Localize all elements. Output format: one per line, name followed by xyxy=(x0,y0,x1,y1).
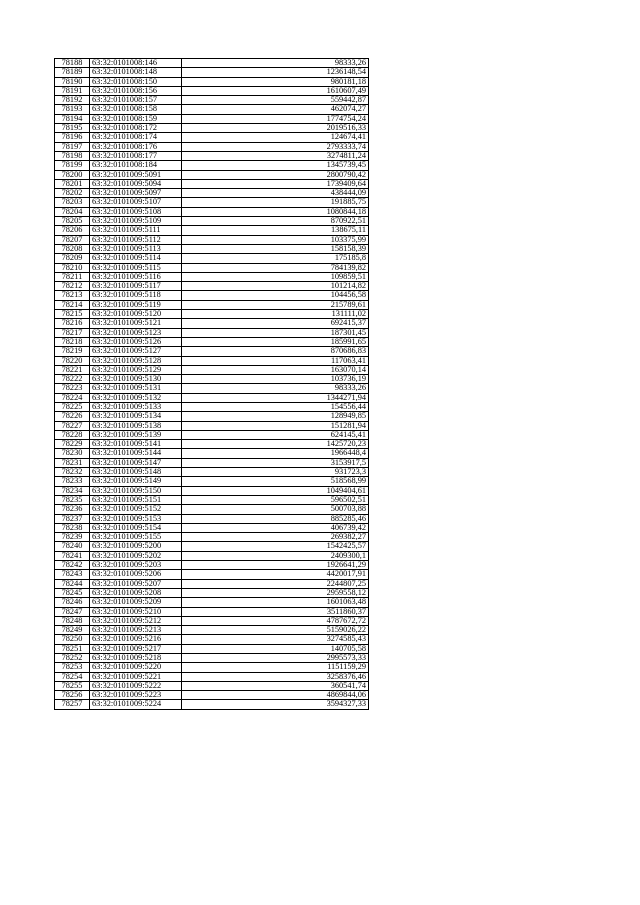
table-row xyxy=(55,672,369,681)
row-number-cell: 78255 xyxy=(55,681,90,690)
table-row xyxy=(55,570,369,579)
table-row xyxy=(55,533,369,542)
row-number-cell: 78188 xyxy=(55,59,90,68)
data-table xyxy=(54,58,369,710)
cadastral-number-cell: 63:32:0101009:5112 xyxy=(90,235,182,244)
row-number-cell: 78254 xyxy=(55,672,90,681)
row-number-cell: 78231 xyxy=(55,458,90,467)
value-cell: 931723,3 xyxy=(182,468,369,477)
row-number-cell: 78219 xyxy=(55,347,90,356)
table-row xyxy=(55,124,369,133)
cadastral-number-cell: 63:32:0101009:5154 xyxy=(90,523,182,532)
table-row xyxy=(55,691,369,700)
cadastral-number-cell: 63:32:0101009:5129 xyxy=(90,365,182,374)
row-number-cell: 78256 xyxy=(55,691,90,700)
value-cell: 1542425,57 xyxy=(182,542,369,551)
value-cell: 140705,58 xyxy=(182,644,369,653)
cadastral-number-cell: 63:32:0101009:5108 xyxy=(90,207,182,216)
cadastral-number-cell: 63:32:0101009:5221 xyxy=(90,672,182,681)
value-cell: 117063,41 xyxy=(182,356,369,365)
row-number-cell: 78198 xyxy=(55,151,90,160)
table-row xyxy=(55,179,369,188)
table-row xyxy=(55,207,369,216)
row-number-cell: 78193 xyxy=(55,105,90,114)
cadastral-number-cell: 63:32:0101009:5206 xyxy=(90,570,182,579)
row-number-cell: 78228 xyxy=(55,430,90,439)
table-row xyxy=(55,142,369,151)
row-number-cell: 78230 xyxy=(55,449,90,458)
row-number-cell: 78189 xyxy=(55,68,90,77)
cadastral-number-cell: 63:32:0101009:5118 xyxy=(90,291,182,300)
row-number-cell: 78232 xyxy=(55,468,90,477)
cadastral-number-cell: 63:32:0101009:5094 xyxy=(90,179,182,188)
row-number-cell: 78239 xyxy=(55,533,90,542)
row-number-cell: 78251 xyxy=(55,644,90,653)
cadastral-number-cell: 63:32:0101009:5117 xyxy=(90,282,182,291)
cadastral-number-cell: 63:32:0101009:5133 xyxy=(90,402,182,411)
table-row xyxy=(55,514,369,523)
table-row xyxy=(55,495,369,504)
row-number-cell: 78224 xyxy=(55,393,90,402)
value-cell: 131111,02 xyxy=(182,310,369,319)
cadastral-number-cell: 63:32:0101008:159 xyxy=(90,114,182,123)
value-cell: 1926641,29 xyxy=(182,561,369,570)
value-cell: 1080844,18 xyxy=(182,207,369,216)
cadastral-number-cell: 63:32:0101009:5139 xyxy=(90,430,182,439)
cadastral-number-cell: 63:32:0101008:174 xyxy=(90,133,182,142)
table-row xyxy=(55,505,369,514)
row-number-cell: 78240 xyxy=(55,542,90,551)
value-cell: 3274811,24 xyxy=(182,151,369,160)
cadastral-number-cell: 63:32:0101009:5132 xyxy=(90,393,182,402)
table-row xyxy=(55,244,369,253)
table-row xyxy=(55,77,369,86)
table-row xyxy=(55,337,369,346)
value-cell: 1049404,61 xyxy=(182,486,369,495)
value-cell: 692415,37 xyxy=(182,319,369,328)
value-cell: 151281,94 xyxy=(182,421,369,430)
row-number-cell: 78238 xyxy=(55,523,90,532)
cadastral-number-cell: 63:32:0101008:148 xyxy=(90,68,182,77)
value-cell: 109859,51 xyxy=(182,272,369,281)
table-row xyxy=(55,347,369,356)
table-row xyxy=(55,263,369,272)
row-number-cell: 78207 xyxy=(55,235,90,244)
table-row xyxy=(55,105,369,114)
cadastral-number-cell: 63:32:0101009:5208 xyxy=(90,588,182,597)
row-number-cell: 78201 xyxy=(55,179,90,188)
cadastral-number-cell: 63:32:0101009:5123 xyxy=(90,328,182,337)
table-row xyxy=(55,440,369,449)
value-cell: 3274585,43 xyxy=(182,635,369,644)
cadastral-number-cell: 63:32:0101009:5116 xyxy=(90,272,182,281)
value-cell: 2409300,1 xyxy=(182,551,369,560)
value-cell: 2995573,33 xyxy=(182,654,369,663)
value-cell: 3511860,37 xyxy=(182,607,369,616)
cadastral-number-cell: 63:32:0101008:146 xyxy=(90,59,182,68)
row-number-cell: 78221 xyxy=(55,365,90,374)
table-row xyxy=(55,421,369,430)
row-number-cell: 78220 xyxy=(55,356,90,365)
value-cell: 3594327,33 xyxy=(182,700,369,709)
value-cell: 191885,75 xyxy=(182,198,369,207)
table-row xyxy=(55,579,369,588)
table-row xyxy=(55,551,369,560)
table-row xyxy=(55,468,369,477)
cadastral-number-cell: 63:32:0101009:5120 xyxy=(90,310,182,319)
value-cell: 1151159,29 xyxy=(182,663,369,672)
table-row xyxy=(55,328,369,337)
cadastral-number-cell: 63:32:0101009:5209 xyxy=(90,598,182,607)
cadastral-number-cell: 63:32:0101008:156 xyxy=(90,86,182,95)
row-number-cell: 78204 xyxy=(55,207,90,216)
cadastral-number-cell: 63:32:0101009:5134 xyxy=(90,412,182,421)
table-body xyxy=(55,59,369,710)
table-row xyxy=(55,365,369,374)
value-cell: 175185,8 xyxy=(182,254,369,263)
row-number-cell: 78210 xyxy=(55,263,90,272)
value-cell: 360541,74 xyxy=(182,681,369,690)
row-number-cell: 78250 xyxy=(55,635,90,644)
value-cell: 438444,09 xyxy=(182,189,369,198)
cadastral-number-cell: 63:32:0101009:5119 xyxy=(90,300,182,309)
table-row xyxy=(55,654,369,663)
cadastral-number-cell: 63:32:0101009:5220 xyxy=(90,663,182,672)
cadastral-number-cell: 63:32:0101009:5216 xyxy=(90,635,182,644)
value-cell: 624145,41 xyxy=(182,430,369,439)
cadastral-number-cell: 63:32:0101009:5091 xyxy=(90,170,182,179)
row-number-cell: 78202 xyxy=(55,189,90,198)
cadastral-number-cell: 63:32:0101009:5152 xyxy=(90,505,182,514)
row-number-cell: 78223 xyxy=(55,384,90,393)
value-cell: 1610607,49 xyxy=(182,86,369,95)
row-number-cell: 78194 xyxy=(55,114,90,123)
table-row xyxy=(55,402,369,411)
row-number-cell: 78242 xyxy=(55,561,90,570)
table-row xyxy=(55,310,369,319)
cadastral-number-cell: 63:32:0101009:5126 xyxy=(90,337,182,346)
cadastral-number-cell: 63:32:0101008:172 xyxy=(90,124,182,133)
cadastral-number-cell: 63:32:0101009:5150 xyxy=(90,486,182,495)
table-row xyxy=(55,663,369,672)
table-row xyxy=(55,170,369,179)
row-number-cell: 78216 xyxy=(55,319,90,328)
table-row xyxy=(55,68,369,77)
value-cell: 1739409,64 xyxy=(182,179,369,188)
table-row xyxy=(55,542,369,551)
row-number-cell: 78222 xyxy=(55,375,90,384)
row-number-cell: 78205 xyxy=(55,217,90,226)
table-row xyxy=(55,486,369,495)
row-number-cell: 78257 xyxy=(55,700,90,709)
cadastral-number-cell: 63:32:0101008:157 xyxy=(90,96,182,105)
value-cell: 885285,46 xyxy=(182,514,369,523)
value-cell: 784139,82 xyxy=(182,263,369,272)
row-number-cell: 78208 xyxy=(55,244,90,253)
row-number-cell: 78196 xyxy=(55,133,90,142)
value-cell: 870686,83 xyxy=(182,347,369,356)
cadastral-number-cell: 63:32:0101008:176 xyxy=(90,142,182,151)
value-cell: 104456,58 xyxy=(182,291,369,300)
table-row xyxy=(55,412,369,421)
cadastral-number-cell: 63:32:0101009:5153 xyxy=(90,514,182,523)
value-cell: 406739,42 xyxy=(182,523,369,532)
value-cell: 462074,27 xyxy=(182,105,369,114)
cadastral-number-cell: 63:32:0101009:5144 xyxy=(90,449,182,458)
value-cell: 103736,19 xyxy=(182,375,369,384)
value-cell: 1425720,23 xyxy=(182,440,369,449)
value-cell: 870922,51 xyxy=(182,217,369,226)
row-number-cell: 78241 xyxy=(55,551,90,560)
value-cell: 101214,82 xyxy=(182,282,369,291)
table-row xyxy=(55,588,369,597)
cadastral-number-cell: 63:32:0101009:5114 xyxy=(90,254,182,263)
value-cell: 98333,26 xyxy=(182,384,369,393)
cadastral-number-cell: 63:32:0101009:5107 xyxy=(90,198,182,207)
row-number-cell: 78236 xyxy=(55,505,90,514)
value-cell: 559442,87 xyxy=(182,96,369,105)
row-number-cell: 78209 xyxy=(55,254,90,263)
table-row xyxy=(55,254,369,263)
table-row xyxy=(55,217,369,226)
cadastral-number-cell: 63:32:0101009:5111 xyxy=(90,226,182,235)
row-number-cell: 78225 xyxy=(55,402,90,411)
cadastral-number-cell: 63:32:0101009:5210 xyxy=(90,607,182,616)
cadastral-number-cell: 63:32:0101009:5200 xyxy=(90,542,182,551)
cadastral-number-cell: 63:32:0101009:5138 xyxy=(90,421,182,430)
value-cell: 1345739,45 xyxy=(182,161,369,170)
table-row xyxy=(55,356,369,365)
row-number-cell: 78235 xyxy=(55,495,90,504)
value-cell: 4787672,72 xyxy=(182,616,369,625)
table-row xyxy=(55,607,369,616)
row-number-cell: 78245 xyxy=(55,588,90,597)
row-number-cell: 78226 xyxy=(55,412,90,421)
table-row xyxy=(55,151,369,160)
table-row xyxy=(55,161,369,170)
table-row xyxy=(55,644,369,653)
value-cell: 158158,39 xyxy=(182,244,369,253)
row-number-cell: 78229 xyxy=(55,440,90,449)
row-number-cell: 78212 xyxy=(55,282,90,291)
table-row xyxy=(55,561,369,570)
cadastral-number-cell: 63:32:0101009:5149 xyxy=(90,477,182,486)
value-cell: 980181,18 xyxy=(182,77,369,86)
table-row xyxy=(55,291,369,300)
row-number-cell: 78246 xyxy=(55,598,90,607)
value-cell: 2244807,25 xyxy=(182,579,369,588)
cadastral-number-cell: 63:32:0101009:5147 xyxy=(90,458,182,467)
table-row xyxy=(55,458,369,467)
row-number-cell: 78249 xyxy=(55,626,90,635)
cadastral-number-cell: 63:32:0101009:5097 xyxy=(90,189,182,198)
cadastral-number-cell: 63:32:0101009:5155 xyxy=(90,533,182,542)
value-cell: 187301,45 xyxy=(182,328,369,337)
value-cell: 163070,14 xyxy=(182,365,369,374)
value-cell: 98333,26 xyxy=(182,59,369,68)
cadastral-number-cell: 63:32:0101009:5223 xyxy=(90,691,182,700)
cadastral-number-cell: 63:32:0101009:5113 xyxy=(90,244,182,253)
table-row xyxy=(55,319,369,328)
row-number-cell: 78215 xyxy=(55,310,90,319)
row-number-cell: 78211 xyxy=(55,272,90,281)
table-row xyxy=(55,635,369,644)
row-number-cell: 78199 xyxy=(55,161,90,170)
value-cell: 1236148,54 xyxy=(182,68,369,77)
row-number-cell: 78244 xyxy=(55,579,90,588)
row-number-cell: 78190 xyxy=(55,77,90,86)
row-number-cell: 78203 xyxy=(55,198,90,207)
row-number-cell: 78237 xyxy=(55,514,90,523)
table-row xyxy=(55,133,369,142)
cadastral-number-cell: 63:32:0101009:5212 xyxy=(90,616,182,625)
row-number-cell: 78192 xyxy=(55,96,90,105)
row-number-cell: 78195 xyxy=(55,124,90,133)
row-number-cell: 78200 xyxy=(55,170,90,179)
value-cell: 5159026,22 xyxy=(182,626,369,635)
table-row xyxy=(55,477,369,486)
cadastral-number-cell: 63:32:0101008:158 xyxy=(90,105,182,114)
value-cell: 4869844,06 xyxy=(182,691,369,700)
value-cell: 124674,41 xyxy=(182,133,369,142)
value-cell: 154556,44 xyxy=(182,402,369,411)
value-cell: 138675,11 xyxy=(182,226,369,235)
row-number-cell: 78243 xyxy=(55,570,90,579)
cadastral-number-cell: 63:32:0101009:5109 xyxy=(90,217,182,226)
value-cell: 596502,51 xyxy=(182,495,369,504)
table-row xyxy=(55,523,369,532)
cadastral-number-cell: 63:32:0101009:5207 xyxy=(90,579,182,588)
cadastral-number-cell: 63:32:0101008:150 xyxy=(90,77,182,86)
table-row xyxy=(55,384,369,393)
row-number-cell: 78197 xyxy=(55,142,90,151)
cadastral-number-cell: 63:32:0101009:5131 xyxy=(90,384,182,393)
row-number-cell: 78191 xyxy=(55,86,90,95)
table-row xyxy=(55,59,369,68)
value-cell: 1601063,48 xyxy=(182,598,369,607)
cadastral-number-cell: 63:32:0101008:184 xyxy=(90,161,182,170)
table-row xyxy=(55,375,369,384)
value-cell: 215789,61 xyxy=(182,300,369,309)
table-row xyxy=(55,235,369,244)
cadastral-number-cell: 63:32:0101009:5148 xyxy=(90,468,182,477)
table-row xyxy=(55,430,369,439)
cadastral-number-cell: 63:32:0101009:5121 xyxy=(90,319,182,328)
row-number-cell: 78206 xyxy=(55,226,90,235)
value-cell: 269382,27 xyxy=(182,533,369,542)
cadastral-number-cell: 63:32:0101008:177 xyxy=(90,151,182,160)
cadastral-number-cell: 63:32:0101009:5130 xyxy=(90,375,182,384)
table-row xyxy=(55,393,369,402)
table-row xyxy=(55,449,369,458)
value-cell: 3258376,46 xyxy=(182,672,369,681)
value-cell: 1774754,24 xyxy=(182,114,369,123)
table-row xyxy=(55,616,369,625)
table-row xyxy=(55,86,369,95)
value-cell: 3153917,5 xyxy=(182,458,369,467)
cadastral-number-cell: 63:32:0101009:5217 xyxy=(90,644,182,653)
table-row xyxy=(55,198,369,207)
value-cell: 500703,88 xyxy=(182,505,369,514)
table-row xyxy=(55,681,369,690)
table-row xyxy=(55,626,369,635)
value-cell: 4420017,91 xyxy=(182,570,369,579)
cadastral-number-cell: 63:32:0101009:5224 xyxy=(90,700,182,709)
cadastral-number-cell: 63:32:0101009:5218 xyxy=(90,654,182,663)
cadastral-number-cell: 63:32:0101009:5128 xyxy=(90,356,182,365)
cadastral-number-cell: 63:32:0101009:5151 xyxy=(90,495,182,504)
cadastral-number-cell: 63:32:0101009:5127 xyxy=(90,347,182,356)
row-number-cell: 78247 xyxy=(55,607,90,616)
row-number-cell: 78213 xyxy=(55,291,90,300)
row-number-cell: 78234 xyxy=(55,486,90,495)
table-row xyxy=(55,189,369,198)
table-row xyxy=(55,282,369,291)
table-row xyxy=(55,96,369,105)
table-row xyxy=(55,300,369,309)
cadastral-number-cell: 63:32:0101009:5222 xyxy=(90,681,182,690)
table-row xyxy=(55,598,369,607)
row-number-cell: 78227 xyxy=(55,421,90,430)
cadastral-number-cell: 63:32:0101009:5213 xyxy=(90,626,182,635)
value-cell: 518568,99 xyxy=(182,477,369,486)
value-cell: 2800790,42 xyxy=(182,170,369,179)
value-cell: 2793333,74 xyxy=(182,142,369,151)
cadastral-number-cell: 63:32:0101009:5141 xyxy=(90,440,182,449)
cadastral-number-cell: 63:32:0101009:5202 xyxy=(90,551,182,560)
table-row xyxy=(55,226,369,235)
cadastral-number-cell: 63:32:0101009:5203 xyxy=(90,561,182,570)
cadastral-number-cell: 63:32:0101009:5115 xyxy=(90,263,182,272)
value-cell: 2019516,33 xyxy=(182,124,369,133)
value-cell: 2959558,12 xyxy=(182,588,369,597)
value-cell: 1966448,4 xyxy=(182,449,369,458)
row-number-cell: 78248 xyxy=(55,616,90,625)
value-cell: 1344271,94 xyxy=(182,393,369,402)
row-number-cell: 78252 xyxy=(55,654,90,663)
row-number-cell: 78218 xyxy=(55,337,90,346)
row-number-cell: 78214 xyxy=(55,300,90,309)
row-number-cell: 78233 xyxy=(55,477,90,486)
value-cell: 103375,99 xyxy=(182,235,369,244)
table-row xyxy=(55,114,369,123)
table-row xyxy=(55,272,369,281)
table-row xyxy=(55,700,369,709)
value-cell: 185991,65 xyxy=(182,337,369,346)
row-number-cell: 78217 xyxy=(55,328,90,337)
value-cell: 128949,85 xyxy=(182,412,369,421)
row-number-cell: 78253 xyxy=(55,663,90,672)
